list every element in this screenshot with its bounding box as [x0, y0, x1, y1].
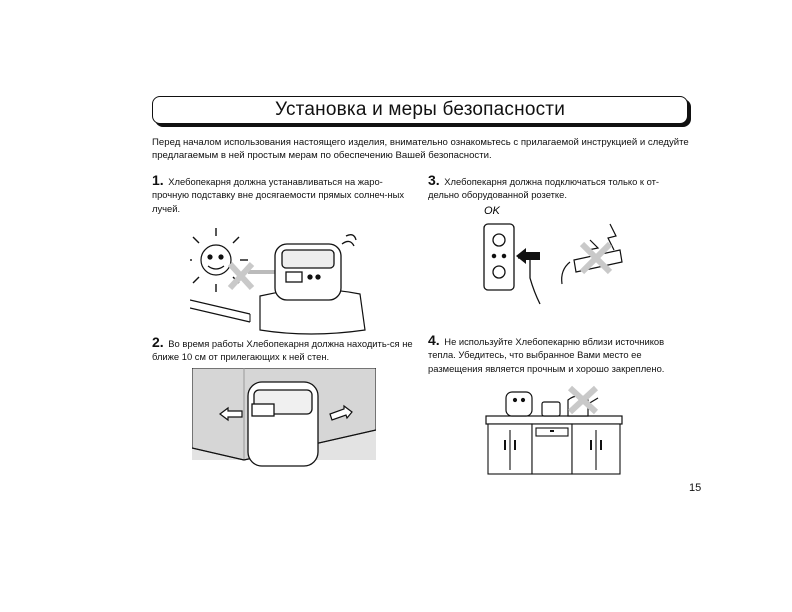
sun-icon [190, 228, 248, 292]
section-3-text: Хлебопекарня должна подключаться только к от-дельно оборудованной розетке. [428, 176, 660, 201]
title-box [152, 96, 688, 124]
section-2-number: 2. [152, 334, 164, 350]
ok-label: OK [484, 205, 500, 217]
section-1-text: Хлебопекарня должна устанавливаться на жаро-прочную подставку вне досягаемости прямых солнеч-ных лучей. [152, 176, 405, 214]
page-title: Установка и меры безопасности [274, 99, 566, 120]
section-2 [152, 336, 414, 364]
wall-corner-illustration [192, 368, 376, 474]
outlet-illustration [470, 200, 630, 310]
breadmaker-icon [506, 392, 532, 416]
cross-mark-icon [230, 264, 252, 288]
section-1-number: 1. [152, 172, 164, 188]
outlet-icon [484, 224, 514, 290]
breadmaker-icon [275, 235, 356, 300]
page-number: 15 [689, 482, 702, 494]
intro-text: Перед началом использования настоящего изделия, внимательно ознакомьтесь с прилагаемой инструкцией и следуйте предлагаемым в ней простым мерам по обеспечению Вашей безопасности. [152, 137, 689, 161]
section-4-number: 4. [428, 332, 440, 348]
section-4 [428, 334, 690, 375]
section-3 [428, 174, 690, 202]
section-3-number: 3. [428, 172, 440, 188]
sun-breadmaker-illustration [190, 222, 390, 340]
section-4-text: Не используйте Хлебопекарню вблизи источников тепла. Убедитесь, что выбранное Вами место ее размещения является прочным и хорошо закреплено. [428, 336, 665, 374]
section-2-text: Во время работы Хлебопекарня должна находить-ся не ближе 10 см от прилегающих к ней стен. [152, 338, 413, 363]
kitchen-illustration [484, 380, 626, 478]
arrow-left-icon [516, 248, 540, 264]
section-1 [152, 174, 414, 215]
breadmaker-icon [248, 382, 318, 466]
